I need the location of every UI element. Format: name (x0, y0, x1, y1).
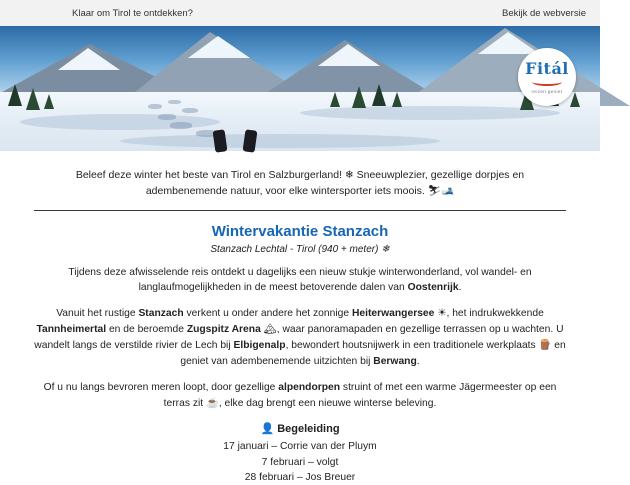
preheader-webversion-link[interactable]: Bekijk de webversie (502, 7, 586, 19)
para1-highlight-country: Oostenrijk (407, 282, 459, 294)
pine-tree (392, 92, 402, 107)
para2-highlight-zugspitz: Zugspitz Arena (186, 324, 261, 336)
para2-part-c: verkent u onder andere het zonnige (183, 308, 352, 320)
para2-highlight-tannheimertal: Tannheimertal (36, 324, 107, 336)
pine-tree (330, 92, 340, 107)
divider (34, 210, 566, 211)
para2-part-g: en de beroemde (106, 324, 187, 336)
para3-part-a: Of u nu langs bevroren meren loopt, door gezellige (43, 382, 279, 394)
snowshoe-track (182, 108, 198, 113)
guidance-list (34, 439, 566, 485)
pine-tree (26, 88, 40, 110)
snow-shadow (120, 134, 440, 148)
list-item: 7 februari – volgt (261, 456, 339, 468)
brand-logo (518, 48, 576, 106)
pine-tree (372, 84, 386, 106)
para2-highlight-stanzach: Stanzach (138, 308, 184, 320)
para2-highlight-elbigenalp: Elbigenalp (233, 340, 286, 352)
snowshoe-track (168, 100, 181, 104)
logo-swoosh-icon (532, 78, 562, 86)
guidance-heading: 👤 Begeleiding (260, 423, 340, 436)
para2-part-a: Vanuit het rustige (56, 308, 139, 320)
paragraph-2 (34, 306, 566, 370)
snow-cap (478, 32, 540, 54)
pine-tree (8, 84, 22, 106)
para2-highlight-berwang: Berwang (373, 356, 417, 368)
snowshoe-track (170, 122, 192, 129)
para3-highlight-alpendorpen: alpendorpen (278, 382, 341, 394)
pine-tree (44, 94, 54, 109)
paragraph-3 (34, 380, 566, 412)
para2-part-m: . (416, 356, 420, 368)
brand-name: Fitál (525, 58, 569, 78)
snowshoe-track (158, 114, 176, 120)
preheader-left-link[interactable]: Klaar om Tirol te ontdekken? (72, 7, 193, 19)
para2-part-k: , bewondert houtsnijwerk in een traditionele werkplaats 🪵 en geniet van adembenemende uitzichten bij (180, 340, 566, 368)
page-subtitle: Stanzach Lechtal - Tirol (940 + meter) ❄ (210, 243, 390, 255)
para2-highlight-heiterwangersee: Heiterwangersee (351, 308, 435, 320)
paragraph-1 (34, 265, 566, 297)
pine-tree (570, 92, 580, 107)
preheader-bar (0, 0, 600, 26)
list-item: 17 januari – Corrie van der Pluym (223, 441, 377, 453)
para1-part-a: Tijdens deze afwisselende reis ontdekt u dagelijks een nieuw stukje winterwonderland, vol wandel- en langlaufmogelijkheden in de meest betoverende dalen van (68, 266, 532, 294)
snow-cap (58, 48, 120, 70)
pine-tree (352, 86, 366, 108)
para3-part-c: struint of met een warme Jägermeester op een terras zit ☕, elke dag brengt een nieuwe winterse beleving. (163, 382, 557, 410)
hero-image (0, 26, 600, 151)
para2-part-i: 🏔, waar panoramapaden en gezellige terrassen op u wachten. U wandelt langs de verstilde rivier de Lech bij (34, 324, 564, 352)
para2-part-e: ☀, het indrukwekkende (434, 308, 544, 320)
list-item: 28 februari – Jos Breuer (244, 472, 356, 484)
snow-cap (188, 36, 250, 58)
para1-part-c: . (458, 282, 462, 294)
intro-text: Beleef deze winter het beste van Tirol en Salzburgerland! ❄ Sneeuwplezier, gezellige dorpjes en adembenemende natuur, voor elke wintersporter iets moois. ⛷🎿 (75, 169, 525, 198)
page-title: Wintervakantie Stanzach (211, 222, 389, 240)
snowshoe-track (148, 104, 162, 109)
brand-tagline: reizen geniet (531, 88, 563, 94)
snow-cap (318, 44, 380, 66)
email-body (0, 151, 600, 485)
